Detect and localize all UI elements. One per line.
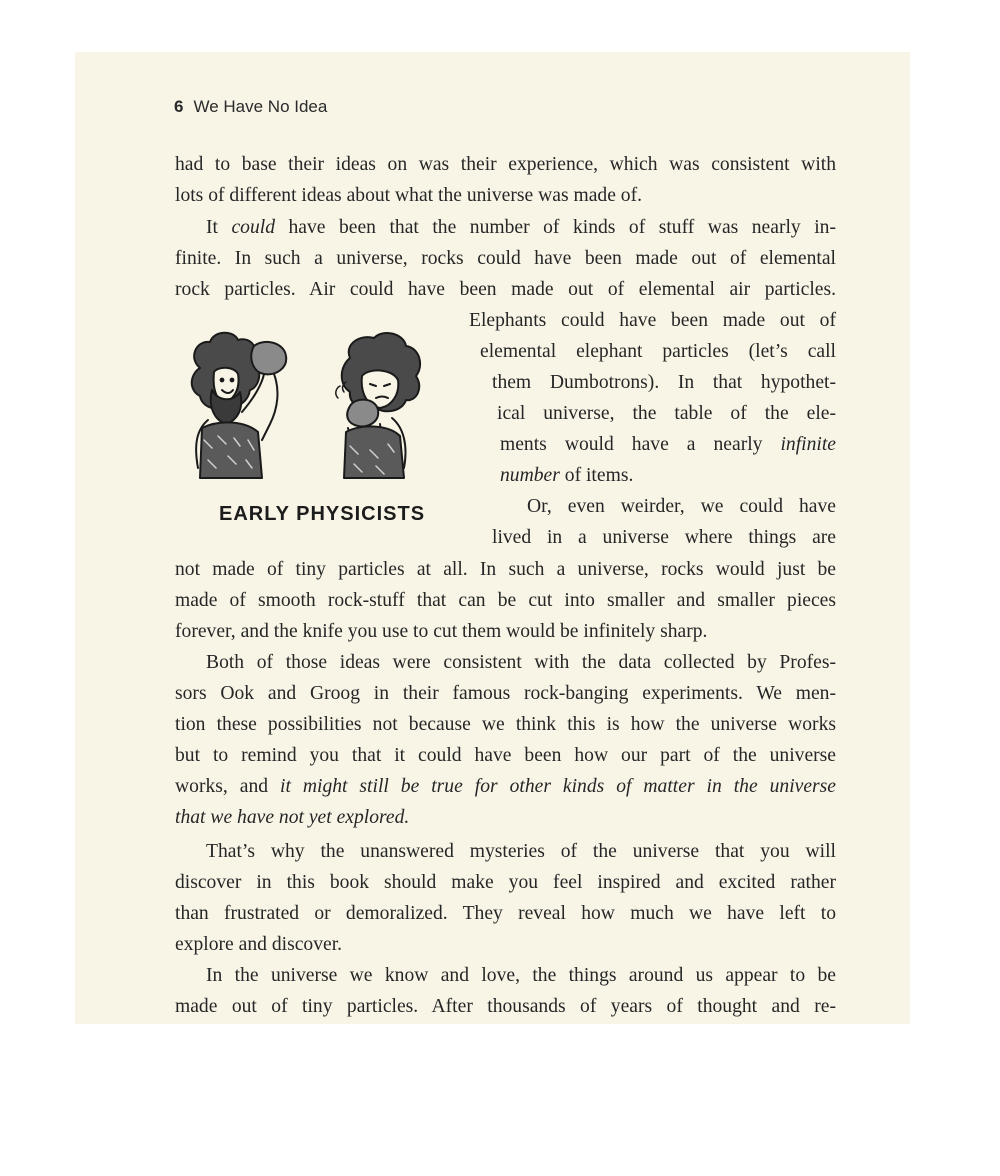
text-line: not made of tiny particles at all. In such a universe, rocks would just be (175, 559, 836, 580)
text-line: tion these possibilities not because we think this is how the universe works (175, 714, 836, 735)
emphasis: could (231, 217, 275, 238)
emphasis: number (500, 465, 560, 486)
emphasis: it might still be true for other kinds of matter in the universe (280, 776, 836, 797)
text-line: Elephants could have been made out of (469, 310, 836, 331)
page-number: 6 (174, 97, 184, 116)
emphasis: that we have not yet explored. (175, 807, 410, 828)
text-line: That’s why the unanswered mysteries of the universe that you will (206, 841, 836, 862)
running-title: We Have No Idea (193, 97, 328, 116)
text-line (175, 771, 836, 802)
text-line: Or, even weirder, we could have (527, 496, 836, 517)
running-header (174, 97, 327, 117)
text-line (500, 460, 836, 491)
text-line: rock particles. Air could have been made out of elemental air particles. (175, 279, 836, 300)
text-line (500, 429, 836, 460)
text-line: made of smooth rock-stuff that can be cut into smaller and smaller pieces (175, 590, 836, 611)
text-line: ical universe, the table of the ele- (497, 403, 836, 424)
text-line: In the universe we know and love, the things around us appear to be (206, 965, 836, 986)
text-line: had to base their ideas on was their experience, which was consistent with (175, 154, 836, 175)
text-line: finite. In such a universe, rocks could have been made out of elemental (175, 248, 836, 269)
text-line: lots of different ideas about what the universe was made of. (175, 185, 643, 206)
text-line (175, 802, 836, 833)
text-run: have been that the number of kinds of stuff was nearly in- (275, 217, 836, 238)
text-line: explore and discover. (175, 934, 343, 955)
emphasis: infinite (780, 434, 836, 455)
figure-caption: EARLY PHYSICISTS (219, 503, 426, 525)
text-line: lived in a universe where things are (492, 527, 836, 548)
text-line: but to remind you that it could have been how our part of the universe (175, 745, 836, 766)
text-line: discover in this book should make you feel inspired and excited rather (175, 872, 836, 893)
text-line: them Dumbotrons). In that hypothet- (492, 372, 836, 393)
text-run: ments would have a nearly (500, 434, 781, 455)
text-run: of items. (559, 465, 634, 486)
text-run: works, and (175, 776, 280, 797)
cavemen-illustration (178, 328, 443, 488)
text-run: It (206, 217, 232, 238)
text-line: made out of tiny particles. After thousands of years of thought and re- (175, 996, 836, 1017)
text-line: than frustrated or demoralized. They reveal how much we have left to (175, 903, 836, 924)
text-line: elemental elephant particles (let’s call (480, 341, 836, 362)
text-line: forever, and the knife you use to cut them would be infinitely sharp. (175, 621, 708, 642)
text-line: Both of those ideas were consistent with the data collected by Profes- (206, 652, 836, 673)
text-line: sors Ook and Groog in their famous rock-banging experiments. We men- (175, 683, 836, 704)
text-line (206, 212, 836, 243)
